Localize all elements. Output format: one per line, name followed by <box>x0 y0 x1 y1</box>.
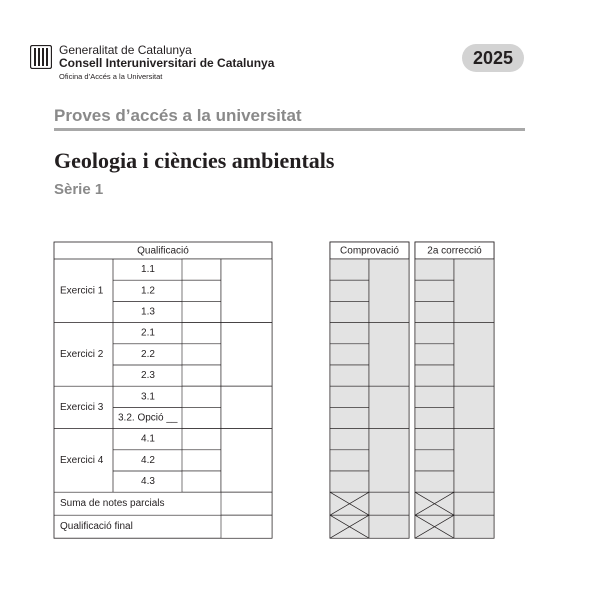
part-score-cell[interactable] <box>182 301 221 322</box>
org-name-oficina: Oficina d’Accés a la Universitat <box>59 72 163 81</box>
check-part-cell[interactable] <box>330 386 369 407</box>
part-score-cell[interactable] <box>182 429 221 450</box>
second-correction-table <box>415 242 494 538</box>
check-part-cell[interactable] <box>330 301 369 322</box>
check-part-cell[interactable] <box>330 280 369 301</box>
second-exercise-cell[interactable] <box>454 259 494 323</box>
final-label: Qualificació final <box>60 521 133 533</box>
part-label: 1.3 <box>141 306 155 318</box>
second-part-cell[interactable] <box>415 429 454 450</box>
year-badge: 2025 <box>462 44 524 72</box>
part-score-cell[interactable] <box>182 323 221 344</box>
second-sum-cell[interactable] <box>454 492 494 515</box>
check-part-cell[interactable] <box>330 323 369 344</box>
part-score-cell[interactable] <box>182 344 221 365</box>
part-score-cell[interactable] <box>182 259 221 280</box>
sum-label: Suma de notes parcials <box>60 498 165 510</box>
part-label: 1.1 <box>141 264 155 276</box>
second-part-cell[interactable] <box>415 365 454 386</box>
second-part-cell[interactable] <box>415 471 454 492</box>
second-part-cell[interactable] <box>415 301 454 322</box>
exercise-label: Exercici 2 <box>60 348 104 360</box>
sum-score-cell[interactable] <box>221 492 272 515</box>
check-exercise-cell[interactable] <box>369 259 409 323</box>
part-label: 2.2 <box>141 348 155 360</box>
subject-title: Geologia i ciències ambientals <box>54 148 335 173</box>
second-exercise-cell[interactable] <box>454 429 494 493</box>
org-name-consell: Consell Interuniversitari de Catalunya <box>59 56 275 70</box>
check-part-cell[interactable] <box>330 365 369 386</box>
second-part-cell[interactable] <box>415 450 454 471</box>
part-score-cell[interactable] <box>182 386 221 407</box>
second-part-cell[interactable] <box>415 407 454 428</box>
check-exercise-cell[interactable] <box>369 323 409 387</box>
exercise-label: Exercici 1 <box>60 285 104 297</box>
check-part-cell[interactable] <box>330 259 369 280</box>
check-exercise-cell[interactable] <box>369 386 409 428</box>
part-score-cell[interactable] <box>182 450 221 471</box>
exercise-label: Exercici 4 <box>60 454 104 466</box>
part-label: 2.1 <box>141 327 155 339</box>
check-part-cell[interactable] <box>330 471 369 492</box>
serie-label: Sèrie 1 <box>54 181 104 198</box>
exercise-score-cell[interactable] <box>221 386 272 428</box>
check-exercise-cell[interactable] <box>369 429 409 493</box>
grade-table <box>54 242 272 538</box>
check-part-cell[interactable] <box>330 429 369 450</box>
check-part-cell[interactable] <box>330 344 369 365</box>
second-part-cell[interactable] <box>415 323 454 344</box>
check-table <box>330 242 409 538</box>
second-part-cell[interactable] <box>415 280 454 301</box>
check-part-cell[interactable] <box>330 450 369 471</box>
check-sum-cell[interactable] <box>369 492 409 515</box>
second-final-cell[interactable] <box>454 515 494 538</box>
second-part-cell[interactable] <box>415 344 454 365</box>
exercise-score-cell[interactable] <box>221 429 272 493</box>
check-final-cell[interactable] <box>369 515 409 538</box>
second-part-cell[interactable] <box>415 386 454 407</box>
part-label: 2.3 <box>141 370 155 382</box>
exercise-label: Exercici 3 <box>60 401 104 413</box>
part-score-cell[interactable] <box>182 280 221 301</box>
second-part-cell[interactable] <box>415 259 454 280</box>
part-label: 1.2 <box>141 285 155 297</box>
exam-type-heading: Proves d’accés a la universitat <box>54 106 302 125</box>
check-part-cell[interactable] <box>330 407 369 428</box>
part-label: 4.1 <box>141 433 155 445</box>
grade-table-title: Qualificació <box>137 245 189 257</box>
exercise-score-cell[interactable] <box>221 259 272 323</box>
exercise-score-cell[interactable] <box>221 323 272 387</box>
part-score-cell[interactable] <box>182 471 221 492</box>
part-label: 4.3 <box>141 476 155 488</box>
second-title: 2a correcció <box>427 245 482 257</box>
second-exercise-cell[interactable] <box>454 386 494 428</box>
part-label: 3.1 <box>141 391 155 403</box>
part-score-cell[interactable] <box>182 407 221 428</box>
part-label: 3.2. Opció __ <box>118 412 178 424</box>
part-score-cell[interactable] <box>182 365 221 386</box>
check-title: Comprovació <box>340 245 399 257</box>
org-name-generalitat: Generalitat de Catalunya <box>59 43 192 57</box>
part-label: 4.2 <box>141 454 155 466</box>
final-score-cell[interactable] <box>221 515 272 538</box>
second-exercise-cell[interactable] <box>454 323 494 387</box>
